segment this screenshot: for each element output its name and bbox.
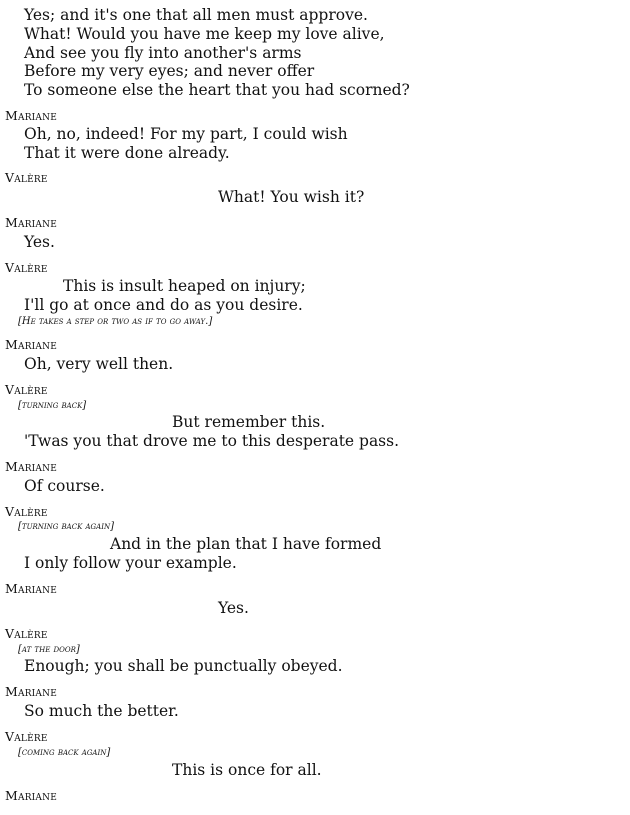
speaker-name: Valère	[5, 504, 48, 519]
stage-direction: [at the door]	[18, 644, 80, 655]
verse-line: I'll go at once and do as you desire.	[24, 296, 303, 314]
speaker-name: Valère	[5, 260, 48, 275]
verse-line: Oh, no, indeed! For my part, I could wish	[24, 125, 348, 143]
verse-line: So much the better.	[24, 702, 179, 720]
verse-line: Enough; you shall be punctually obeyed.	[24, 657, 343, 675]
verse-line: But remember this.	[172, 413, 326, 431]
verse-line: And in the plan that I have formed	[110, 535, 382, 553]
speaker-name: Mariane	[5, 581, 57, 596]
verse-line: Yes.	[24, 233, 55, 251]
verse-line: Yes.	[218, 599, 249, 617]
verse-line: What! You wish it?	[218, 188, 365, 206]
stage-direction: [turning back]	[18, 400, 87, 411]
stage-direction: [He takes a step or two as if to go away.]	[18, 316, 213, 327]
stage-direction: [coming back again]	[18, 747, 111, 758]
verse-line: 'Twas you that drove me to this desperate pass.	[24, 432, 400, 450]
verse-line: This is insult heaped on injury;	[63, 277, 306, 295]
speaker-name: Valère	[5, 729, 48, 744]
speaker-name: Mariane	[5, 788, 57, 803]
verse-line: Yes; and it's one that all men must approve.	[24, 6, 368, 24]
speaker-name: Valère	[5, 626, 48, 641]
speaker-name: Valère	[5, 382, 48, 397]
speaker-name: Mariane	[5, 337, 57, 352]
speaker-name: Mariane	[5, 459, 57, 474]
speaker-name: Mariane	[5, 108, 57, 123]
verse-line: Oh, very well then.	[24, 355, 174, 373]
stage-direction: [turning back again]	[18, 521, 114, 532]
verse-line: That it were done already.	[24, 144, 230, 162]
speaker-name: Mariane	[5, 215, 57, 230]
verse-line: And see you fly into another's arms	[24, 44, 302, 62]
verse-line: This is once for all.	[172, 761, 322, 779]
verse-line: Before my very eyes; and never offer	[24, 62, 315, 80]
verse-line: What! Would you have me keep my love alive,	[24, 25, 385, 43]
verse-line: I only follow your example.	[24, 554, 237, 572]
verse-line: Of course.	[24, 477, 105, 495]
speaker-name: Mariane	[5, 684, 57, 699]
verse-line: To someone else the heart that you had scorned?	[24, 81, 410, 99]
speaker-name: Valère	[5, 170, 48, 185]
